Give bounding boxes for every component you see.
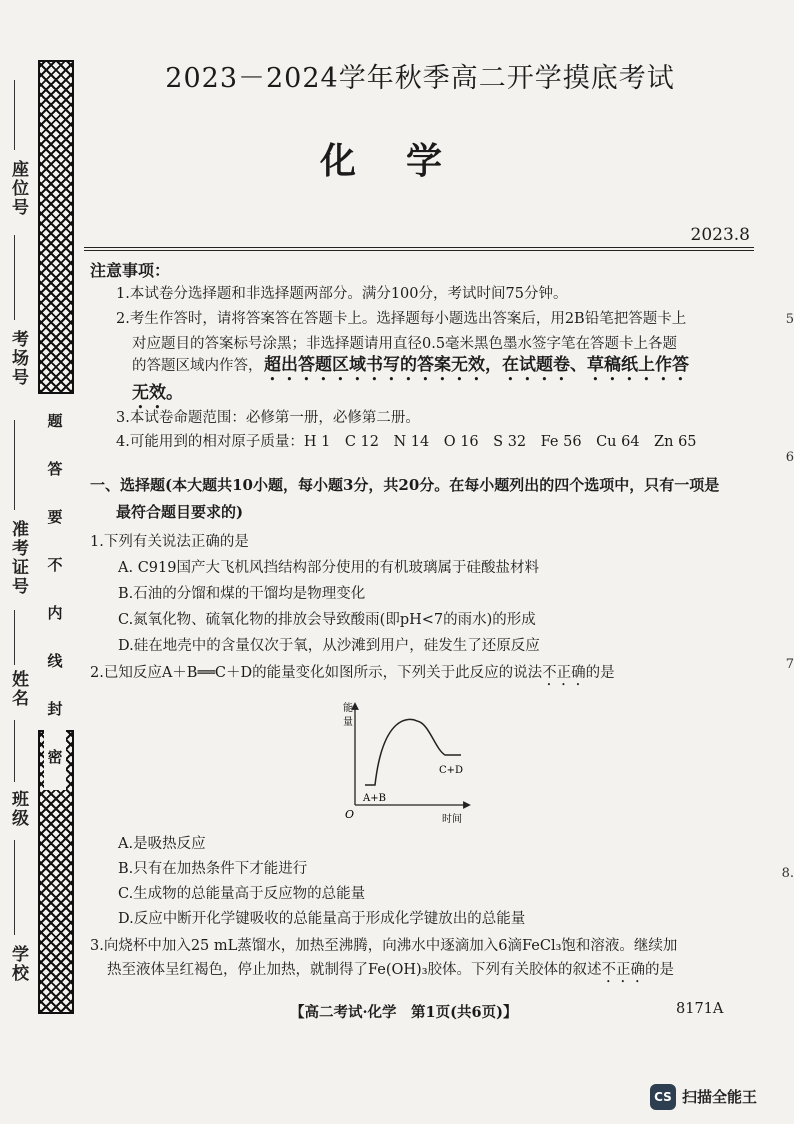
class-line [14, 720, 15, 782]
class-label: 班级 [8, 790, 28, 828]
seal-char: 内 [47, 604, 63, 622]
q2-stem-a: 2.已知反应A＋B══C＋D的能量变化如图所示，下列关于此反应的说法 [90, 665, 543, 681]
binding-pattern-top [38, 60, 74, 394]
seal-char: 线 [47, 652, 63, 670]
seal-char: 答 [47, 460, 63, 478]
q2-stem-c: 的是 [585, 665, 615, 681]
products-label: C+D [439, 765, 464, 776]
section-heading-cont: 最符合题目要求的) [116, 503, 244, 521]
exam-room-line [14, 235, 15, 320]
notice-emphasis: 超出答题区域书写的答案无效，在试题卷、草稿纸上作答 [264, 355, 689, 375]
exam-date: 2023.8 [690, 225, 750, 245]
x-axis-label: 时间 [442, 814, 462, 825]
edge-number: 5 [785, 312, 794, 327]
origin-label: O [345, 808, 355, 821]
edge-number: 8. [781, 866, 794, 881]
page-footer: 【高二考试·化学 第1页(共6页)】 [290, 1004, 518, 1021]
q1-stem: 1.下列有关说法正确的是 [90, 534, 249, 550]
camscanner-logo-icon: CS [650, 1084, 676, 1110]
seal-char: 密 [47, 748, 63, 766]
exam-title: 2023－2024学年秋季高二开学摸底考试 [165, 63, 675, 94]
q1-option-c: C.氮氧化物、硫氧化物的排放会导致酸雨(即pH<7的雨水)的形成 [118, 612, 536, 628]
notice-item-1: 1.本试卷分选择题和非选择题两部分。满分100分，考试时间75分钟。 [116, 286, 568, 302]
header-rule-2 [84, 250, 754, 251]
notice-heading: 注意事项： [90, 261, 171, 280]
q3-line-2 [107, 958, 674, 986]
name-label: 姓名 [8, 670, 28, 708]
q3-line-2c: 的是 [645, 962, 675, 978]
q1-option-a: A. C919国产大飞机风挡结构部分使用的有机玻璃属于硅酸盐材料 [118, 560, 539, 576]
exam-room-label: 考场号 [8, 330, 28, 387]
notice-emphasis-end: 无效。 [132, 383, 183, 403]
reactants-label: A+B [363, 793, 386, 804]
q2-option-a: A.是吸热反应 [118, 836, 206, 852]
subject-title: 化学 [320, 140, 493, 182]
q3-line-1: 3.向烧杯中加入25 mL蒸馏水，加热至沸腾，向沸水中逐滴加入6滴FeCl₃饱和溶液。继续加 [90, 938, 678, 954]
q2-option-c: C.生成物的总能量高于反应物的总能量 [118, 886, 366, 902]
binding-margin [0, 40, 80, 1020]
camscanner-label: 扫描全能王 [682, 1088, 758, 1106]
q3-line-2a: 热至液体呈红褐色，停止加热，就制得了Fe(OH)₃胶体。下列有关胶体的叙述 [107, 962, 602, 978]
edge-number: 6 [785, 450, 794, 465]
q2-stem [90, 661, 615, 689]
q2-option-d: D.反应中断开化学键吸收的总能量高于形成化学键放出的总能量 [118, 911, 526, 927]
notice-item-2-cont: 对应题目的答案标号涂黑；非选择题请用直径0.5毫米黑色墨水签字笔在答题卡上各题 [132, 336, 678, 352]
y-axis-label-1: 能 [343, 703, 353, 714]
section-heading: 一、选择题(本大题共10小题，每小题3分，共20分。在每小题列出的四个选项中，只有一项是 [90, 476, 720, 494]
q1-option-b: B.石油的分馏和煤的干馏均是物理变化 [118, 586, 366, 602]
school-line [14, 840, 15, 935]
energy-diagram [335, 700, 475, 826]
q2-option-b: B.只有在加热条件下才能进行 [118, 861, 308, 877]
notice-item-4: 4.可能用到的相对原子质量：H 1 C 12 N 14 O 16 S 32 Fe 56 Cu 64 Zn 65 [116, 434, 697, 450]
seal-line-text [44, 410, 66, 790]
seal-char: 要 [47, 508, 63, 526]
seal-char: 不 [47, 556, 63, 574]
y-axis-label-2: 量 [343, 717, 353, 728]
notice-item-2-cont2: 的答题区域内作答， [132, 358, 263, 374]
notice-item-2: 2.考生作答时，请将答案答在答题卡上。选择题每小题选出答案后，用2B铅笔把答题卡上 [116, 311, 687, 327]
admission-number-label: 准考证号 [8, 520, 28, 596]
admission-number-line [14, 420, 15, 510]
header-rule [84, 247, 754, 248]
q2-stem-emphasis: 不正确 [542, 665, 586, 681]
notice-item-3: 3.本试卷命题范围：必修第一册，必修第二册。 [116, 410, 420, 426]
seal-char: 封 [47, 700, 63, 718]
paper-code: 8171A [676, 1001, 724, 1017]
seat-number-label: 座位号 [8, 160, 28, 217]
school-label: 学校 [8, 945, 28, 983]
name-line [14, 610, 15, 665]
q1-option-d: D.硅在地壳中的含量仅次于氧，从沙滩到用户，硅发生了还原反应 [118, 638, 540, 654]
seal-char: 题 [47, 412, 63, 430]
edge-number: 7 [785, 657, 794, 672]
seat-number-line [14, 80, 15, 150]
q3-emphasis: 不正确 [601, 962, 646, 978]
